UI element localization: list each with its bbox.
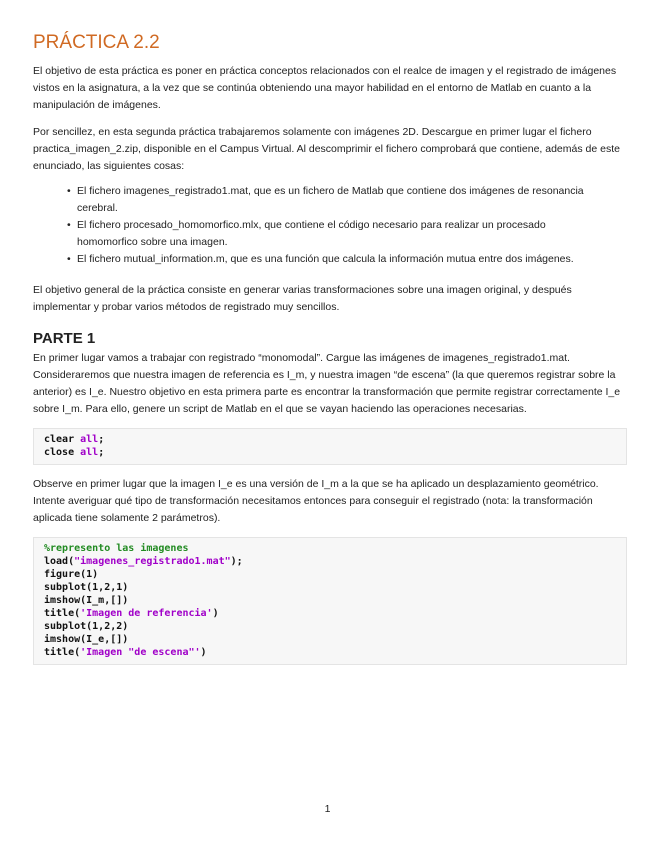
part1-paragraph-1: En primer lugar vamos a trabajar con registrado “monomodal”. Cargue las imágenes de imagenes_registrado1.mat. Consideraremos que nuestra imagen de referencia es I_m, y nuestra imagen “de escena” (la que queremos registrar sobre la anterior) es I_e. Nuestro objetivo en esta primera parte es encontrar la transformación que permite registrar correctamente I_e sobre I_m. Para ello, genere un script de Matlab en el que se vayan haciendo las operaciones necesarias. xyxy=(33,352,621,415)
objective-paragraph: El objetivo general de la práctica consiste en generar varias transformaciones sobre una imagen original, y después implementar y probar varios métodos de registrado muy sencillos. xyxy=(33,284,572,313)
list-item: • El fichero imagenes_registrado1.mat, que es un fichero de Matlab que contiene dos imágenes de resonancia cerebral. xyxy=(77,183,587,217)
code-line: title('Imagen "de escena"') xyxy=(44,647,207,658)
code-line: figure(1) xyxy=(44,569,99,580)
code-line: close all; xyxy=(44,447,105,458)
code-line: subplot(1,2,1) xyxy=(44,582,129,593)
code-line: subplot(1,2,2) xyxy=(44,621,129,632)
code-line: title('Imagen de referencia') xyxy=(44,608,219,619)
list-item: • El fichero procesado_homomorfico.mlx, que contiene el código necesario para realizar un procesado homomorfico sobre una imagen. xyxy=(77,217,587,251)
intro-paragraph-1: El objetivo de esta práctica es poner en práctica conceptos relacionados con el realce de imagen y el registrado de imágenes vistos en la asignatura, a la vez que se continúa obteniendo una mayor habilidad en el entorno de Matlab en cuanto a la manipulación de imágenes. xyxy=(33,65,617,111)
code-line: imshow(I_e,[]) xyxy=(44,634,129,645)
page-title: PRÁCTICA 2.2 xyxy=(33,32,160,53)
files-list xyxy=(33,183,627,268)
code-line: imshow(I_m,[]) xyxy=(44,595,129,606)
part1-paragraph-2: Observe en primer lugar que la imagen I_e es una versión de I_m a la que se ha aplicado un desplazamiento geométrico. Intente averiguar qué tipo de transformación necesitamos entonces para conseguir el registrado (nota: la transformación aplicada tiene solamente 2 parámetros). xyxy=(33,478,599,524)
intro-paragraph-2: Por sencillez, en esta segunda práctica trabajaremos solamente con imágenes 2D. Descargue en primer lugar el fichero practica_imagen_2.zip, disponible en el Campus Virtual. Al descomprimir el fichero comprobará que contiene, además de este enunciado, las siguientes cosas: xyxy=(33,126,620,172)
section-heading-part1: PARTE 1 xyxy=(33,330,96,347)
code-block-display xyxy=(33,537,627,665)
document-page xyxy=(33,32,627,676)
code-block-clear xyxy=(33,428,627,465)
code-line: load("imagenes_registrado1.mat"); xyxy=(44,556,243,567)
page-number: 1 xyxy=(324,803,331,815)
code-comment: %represento las imagenes xyxy=(44,543,189,554)
code-line: clear all; xyxy=(44,434,105,445)
list-item: • El fichero mutual_information.m, que es una función que calcula la información mutua entre dos imágenes. xyxy=(77,251,587,268)
